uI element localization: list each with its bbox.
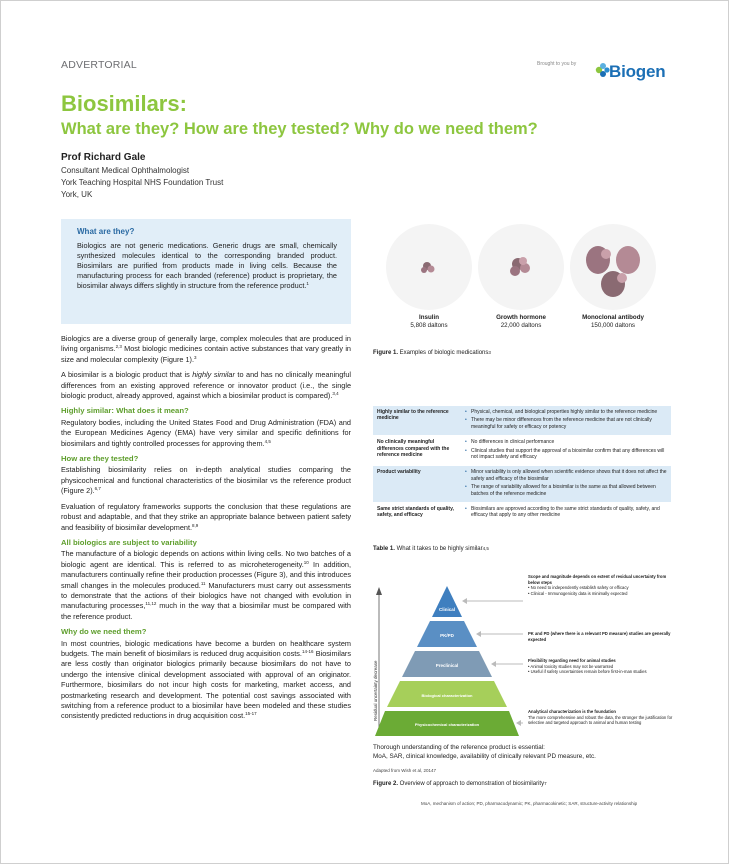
table-key: No clinically meaningful differences compared with the reference medicine xyxy=(373,436,461,466)
level-label-physicochemical: Physicochemical characterization xyxy=(414,722,480,727)
annotation-clinical: Scope and magnitude depends on extent of residual uncertainty from below steps • No need to independently establish safety or efficacy • Clinical - Immunogenicity data is minimally expected xyxy=(528,574,667,596)
insulin-label: Insulin 5,808 daltons xyxy=(410,314,448,329)
level-label-pkpd: PK/PD xyxy=(440,633,454,638)
figure2-note-2: MoA, SAR, clinical knowledge, availability of clinically relevant PD measure, etc. xyxy=(373,753,596,760)
growth-hormone-molecule-icon xyxy=(478,224,564,310)
level-label-biological: Biological characterization xyxy=(421,693,473,698)
table-values: • Minor variability is only allowed when scientific evidence shows that it does not affect the safety and efficacy of the biosimilar • The range of variability allowed for a biosimilar is the same as that allowed between batches of the reference medicine xyxy=(461,466,671,503)
table-values: • Biosimilars are approved according to the same strict standards of quality, safety, and efficacy that apply to any other medicine xyxy=(461,503,671,525)
figure1-caption: Figure 1. Examples of biologic medications$^3$ xyxy=(373,350,491,356)
heading-highly-similar: Highly similar: What does it mean? xyxy=(61,406,189,416)
box-heading: What are they? xyxy=(77,227,135,236)
level-label-preclinical: Preclinical xyxy=(435,663,459,668)
author-name: Prof Richard Gale xyxy=(61,152,146,163)
insulin-molecule-icon xyxy=(386,224,472,310)
table-key: Highly similar to the reference medicine xyxy=(373,406,461,436)
table-row xyxy=(373,503,671,525)
paragraph-3: Regulatory bodies, including the United States Food and Drug Administration (FDA) and the European Medicines Agency (EMA) have very similar and specific definitions for biosimilars and tightly controlled processes for approving them.$^{4,5}$ xyxy=(61,417,351,448)
abbreviations: MoA, mechanism of action; PD, pharmacodynamic; PK, pharmacokinetic; SAR, structure-activity relationship xyxy=(421,801,638,806)
paragraph-7: In most countries, biologic medications have become a burden on healthcare system budgets. The main benefit of biosimilars is reduced drug acquisition costs.$^{14-16}$ Biosimilars are less costly than originator biologics primarily because biosimilars do not have to undergo the intensive clinical development associated with approval of an originator. Furthermore, biosimilars do not incur high costs for marketing, market access, and postmarketing research and development. The potential cost savings associated with switching from a reference product to a biosimilar have been modeled and these studies consistently predicted reductions in drug acquisition cost.$^{15-17}$ xyxy=(61,638,351,721)
author-location: York, UK xyxy=(61,190,93,199)
paragraph-5: Evaluation of regulatory frameworks supports the conclusion that these regulations are robust and adaptable, and that they strike an appropriate balance between patient safety and feasibility of biosimilar development.$^{8,9}$ xyxy=(61,501,351,532)
biogen-logo-text: Biogen xyxy=(609,62,666,81)
heading-why-need: Why do we need them? xyxy=(61,627,147,637)
paragraph-4: Establishing biosimilarity relies on in-depth analytical studies comparing the physicochemical and functional characteristics of the biosimilar vs the reference product (Figure 2).$^{6,7}$ xyxy=(61,465,351,496)
table1-caption: Table 1. What it takes to be highly similar$^{4,5}$ xyxy=(373,546,489,552)
article-body xyxy=(61,334,351,727)
page-title: Biosimilars: xyxy=(61,91,187,116)
advertorial-label: ADVERTORIAL xyxy=(61,59,137,71)
antibody-molecule-icon xyxy=(570,224,656,310)
table-values: • Physical, chemical, and biological properties highly similar to the reference medicine • There may be minor differences from the reference medicine that are not clinically meaningful for safety or efficacy or potency xyxy=(461,406,671,436)
pyramid-level-clinical xyxy=(432,586,462,617)
heading-how-tested: How are they tested? xyxy=(61,454,139,464)
figure2-caption: Figure 2. Overview of approach to demonstration of biosimilarity$^7$ xyxy=(373,781,547,787)
table-key: Product variability xyxy=(373,466,461,503)
annotation-preclinical: Flexibility regarding need for animal studies • Animal toxicity studies may not be warranted • Useful if safety uncertainties remain before first-in-man studies xyxy=(528,658,647,674)
antibody-circle xyxy=(570,224,656,310)
figure2-source: Adapted from Wish et al, 2014$^7$ xyxy=(373,768,437,773)
table-values: • No differences in clinical performance • Clinical studies that support the approval of a biosimilar confirm that any differences will not impact safety and efficacy xyxy=(461,436,671,466)
axis-label: Residual uncertainty decrease xyxy=(373,660,378,721)
author-title: Consultant Medical Ophthalmologist xyxy=(61,166,190,175)
annotation-analytical: Analytical characterization is the foundation The more comprehensive and robust the data, the stronger the justification for selective and targeted approach to animal and human testing xyxy=(528,709,673,725)
growth-hormone-circle xyxy=(478,224,564,310)
highly-similar-table xyxy=(373,406,671,525)
heading-variability: All biologics are subject to variability xyxy=(61,537,197,547)
axis-arrow-icon xyxy=(376,587,382,595)
annotation-pkpd: PK and PD (where there is a relevant PD measure) studies are generally expected xyxy=(528,631,671,642)
author-affiliation: York Teaching Hospital NHS Foundation Trust xyxy=(61,178,224,187)
figure2-note-1: Thorough understanding of the reference product is essential: xyxy=(373,744,545,751)
table-row xyxy=(373,466,671,503)
growth-hormone-label: Growth hormone 22,000 daltons xyxy=(496,314,546,329)
paragraph-1: Biologics are a diverse group of generally large, complex molecules that are produced in living organisms.$^{2,3}$ Most biologic medicines contain active substances that vary greatly in size and molecular complexity (Figure 1).$^3$ xyxy=(61,334,351,364)
table-row xyxy=(373,406,671,436)
table-key: Same strict standards of quality, safety, and efficacy xyxy=(373,503,461,525)
what-are-they-box xyxy=(61,219,351,324)
box-body: Biologics are not generic medications. Generic drugs are small, chemically synthesized molecules identical to the corresponding branded product. Biosimilars are purified from products made in living cells. Because the manufacturing process for each branded (reference) product is proprietary, the biosimilar always differs slightly in structure from the reference product.$^1$ xyxy=(77,241,337,290)
paragraph-2: A biosimilar is a biologic product that is highly similar to and has no clinically meaningful differences from an existing approved reference or innovator product (i.e., the single biologic product, already approved, against which a biosimilar product is compared).$^{3,4}$ xyxy=(61,370,352,401)
paragraph-6: The manufacture of a biologic depends on actions within living cells. No two batches of a biologic agent are identical. This is referred to as microheterogeneity.$^{10}$ In addition, manufacturers continually refine their production processes (Figure 3), and this introduces small changes in the molecules produced.$^{11}$ Manufacturers must carry out assessments to demonstrate that the actions of their biologics have not changed with evolution in manufacturing processes,$^{11,12}$ much in the way that a biosimilar must be compared with the reference product. xyxy=(61,549,351,621)
table-row xyxy=(373,436,671,466)
level-label-clinical: Clinical xyxy=(438,607,456,612)
antibody-label: Monoclonal antibody 150,000 daltons xyxy=(582,314,644,329)
page-subtitle: What are they? How are they tested? Why do we need them? xyxy=(61,120,538,138)
brought-by-text: Brought to you by xyxy=(537,61,577,67)
insulin-circle xyxy=(386,224,472,310)
biogen-logo xyxy=(593,57,673,87)
